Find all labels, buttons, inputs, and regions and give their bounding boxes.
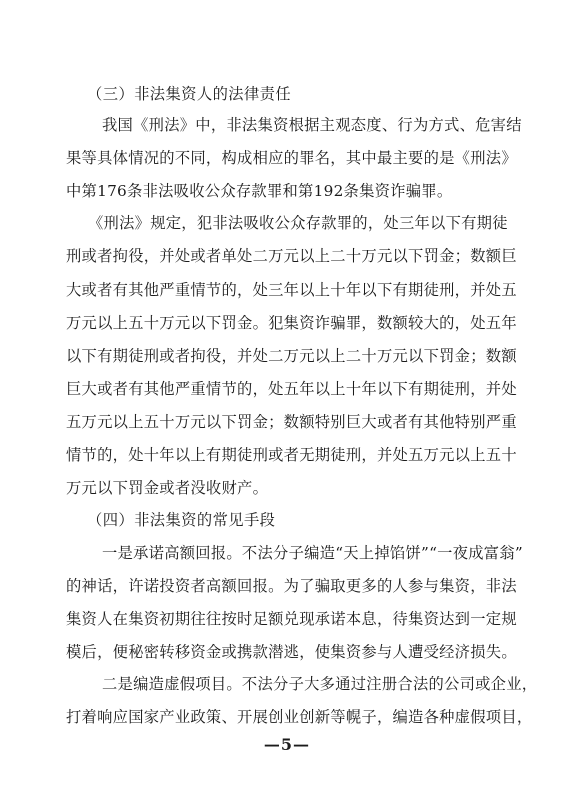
paragraph-line: 以下有期徒刑或者拘役，并处二万元以上二十万元以下罚金；数额: [66, 347, 517, 365]
paragraph-line: 巨大或者有其他严重情节的，处五年以上十年以下有期徒刑，并处: [66, 380, 517, 398]
paragraph-line: 果等具体情况的不同，构成相应的罪名，其中最主要的是《刑法》: [66, 149, 517, 167]
paragraph-line: 的神话，许诺投资者高额回报。为了骗取更多的人参与集资，非法: [66, 577, 517, 595]
paragraph-line: 大或者有其他严重情节的，处三年以上十年以下有期徒刑，并处五: [66, 281, 517, 299]
paragraph-line: 情节的，处十年以上有期徒刑或者无期徒刑，并处五万元以上五十: [66, 446, 517, 464]
paragraph-line: 我国《刑法》中，非法集资根据主观态度、行为方式、危害结: [102, 116, 522, 134]
paragraph-line: 刑或者拘役，并处或者单处二万元以上二十万元以下罚金；数额巨: [66, 247, 517, 265]
paragraph-line: 五万元以上五十万元以下罚金；数额特别巨大或者有其他特别严重: [66, 413, 517, 431]
paragraph-line: 二是编造虚假项目。不法分子大多通过注册合法的公司或企业，: [102, 675, 538, 693]
paragraph-line: 集资人在集资初期往往按时足额兑现承诺本息，待集资达到一定规: [66, 610, 517, 628]
paragraph-line: 《刑法》规定，犯非法吸收公众存款罪的，处三年以下有期徒: [88, 214, 508, 232]
paragraph-line: 万元以下罚金或者没收财产。: [66, 479, 269, 497]
paragraph-line: 一是承诺高额回报。不法分子编造“天上掉馅饼”“一夜成富翁”: [102, 544, 523, 562]
section-heading-common-methods: （四）非法集资的常见手段: [87, 511, 276, 529]
paragraph-line: 打着响应国家产业政策、开展创业创新等幌子，编造各种虚假项目，: [66, 708, 533, 726]
section-heading-legal-liability: （三）非法集资人的法律责任: [87, 85, 292, 103]
paragraph-line: 中第176条非法吸收公众存款罪和第192条集资诈骗罪。: [66, 182, 453, 200]
page-number: —5—: [263, 735, 311, 754]
paragraph-line: 万元以上五十万元以下罚金。犯集资诈骗罪，数额较大的，处五年: [66, 314, 517, 332]
paragraph-line: 模后，便秘密转移资金或携款潜逃，使集资参与人遭受经济损失。: [66, 643, 517, 661]
